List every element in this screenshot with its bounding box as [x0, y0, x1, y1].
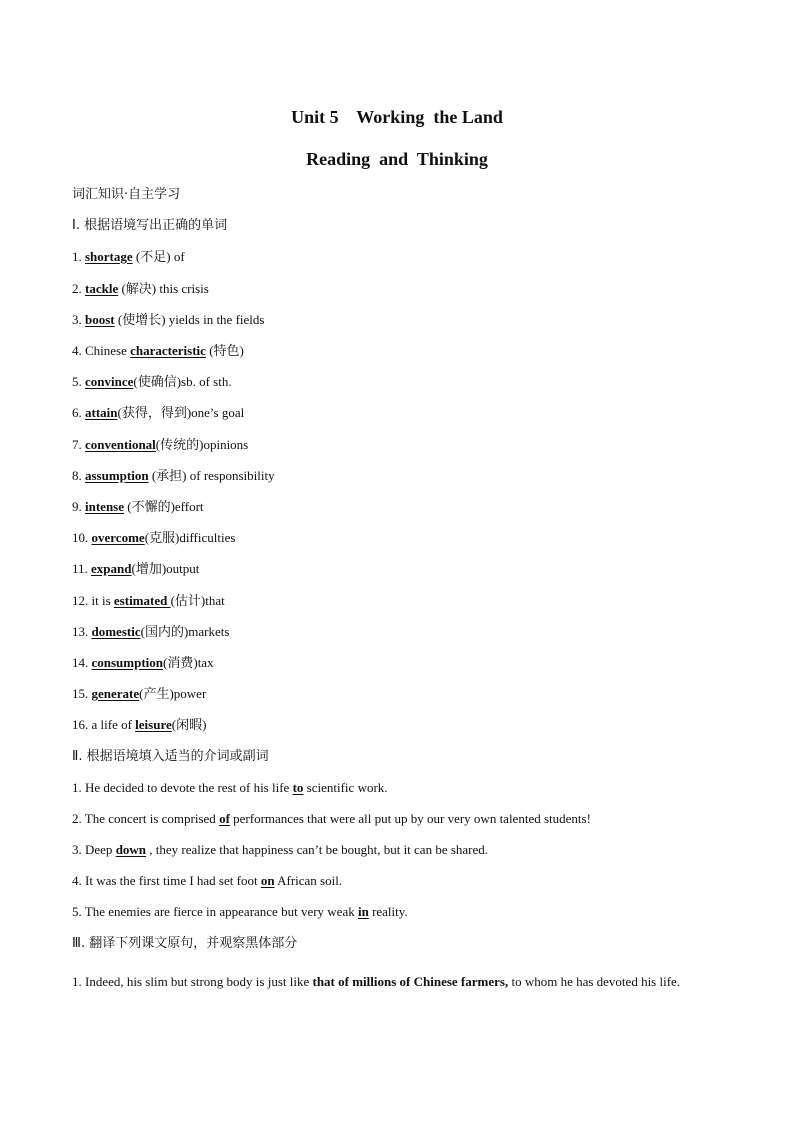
part2-item: 4. It was the first time I had set foot on African soil. [72, 873, 343, 888]
part1-item: 11. expand(增加)output [72, 561, 200, 576]
answer-word: of [219, 811, 230, 826]
part1-item: 16. a life of leisure(闲暇) [72, 717, 207, 732]
answer-word: estimated [113, 593, 171, 608]
part1-item: 14. consumption(消费)tax [72, 655, 214, 670]
answer-word: generate [91, 686, 140, 701]
part3-item: 1. Indeed, his slim but strong body is just like that of millions of Chinese farmers, to whom he has devoted his life. [72, 974, 681, 989]
page-title: Unit 5 Working the Land [291, 107, 503, 127]
part1-item: 6. attain(获得，得到)one’s goal [72, 405, 245, 420]
part1-item: 2. tackle (解决) this crisis [72, 281, 209, 296]
part1-item: 12. it is estimated (估计)that [72, 593, 225, 608]
answer-word: intense [85, 499, 124, 514]
answer-word: assumption [85, 468, 149, 483]
part1-item: 10. overcome(克服)difficulties [72, 530, 236, 545]
answer-word: in [357, 904, 369, 919]
part1-heading: Ⅰ. 根据语境写出正确的单词 [72, 218, 228, 233]
section-label: 词汇知识·自主学习 [72, 187, 181, 202]
answer-word: characteristic [130, 343, 206, 358]
part2-item: 2. The concert is comprised of performances that were all put up by our very own talented students! [72, 811, 591, 826]
answer-word: boost [85, 312, 115, 327]
answer-word: domestic [91, 624, 141, 639]
answer-word: to [292, 780, 304, 795]
answer-word: attain [85, 405, 118, 420]
bold-phrase: that of millions of Chinese farmers, [312, 974, 509, 989]
answer-word: consumption [91, 655, 164, 670]
part1-item: 15. generate(产生)power [72, 686, 207, 701]
answer-word: tackle [85, 281, 119, 296]
part1-item: 1. shortage (不足) of [72, 249, 185, 264]
answer-word: down [115, 842, 147, 857]
answer-word: conventional [85, 437, 156, 452]
part1-item: 4. Chinese characteristic (特色) [72, 343, 244, 358]
page-subtitle: Reading and Thinking [306, 149, 488, 169]
part1-item: 5. convince(使确信)sb. of sth. [72, 374, 232, 389]
part1-item: 9. intense (不懈的)effort [72, 499, 204, 514]
answer-word: convince [85, 374, 134, 389]
answer-word: expand [91, 561, 132, 576]
part3-heading: Ⅲ. 翻译下列课文原句，并观察黑体部分 [72, 936, 298, 951]
part2-item: 3. Deep down , they realize that happiness can’t be bought, but it can be shared. [72, 842, 489, 857]
part2-item: 1. He decided to devote the rest of his life to scientific work. [72, 780, 388, 795]
part2-item: 5. The enemies are fierce in appearance but very weak in reality. [72, 904, 408, 919]
part1-item: 7. conventional(传统的)opinions [72, 437, 249, 452]
answer-word: shortage [85, 249, 133, 264]
answer-word: leisure [135, 717, 172, 732]
part1-item: 3. boost (使增长) yields in the fields [72, 312, 265, 327]
part1-item: 8. assumption (承担) of responsibility [72, 468, 275, 483]
answer-word: on [260, 873, 275, 888]
part1-item: 13. domestic(国内的)markets [72, 624, 230, 639]
part2-heading: Ⅱ. 根据语境填入适当的介词或副词 [72, 749, 269, 764]
answer-word: overcome [91, 530, 145, 545]
